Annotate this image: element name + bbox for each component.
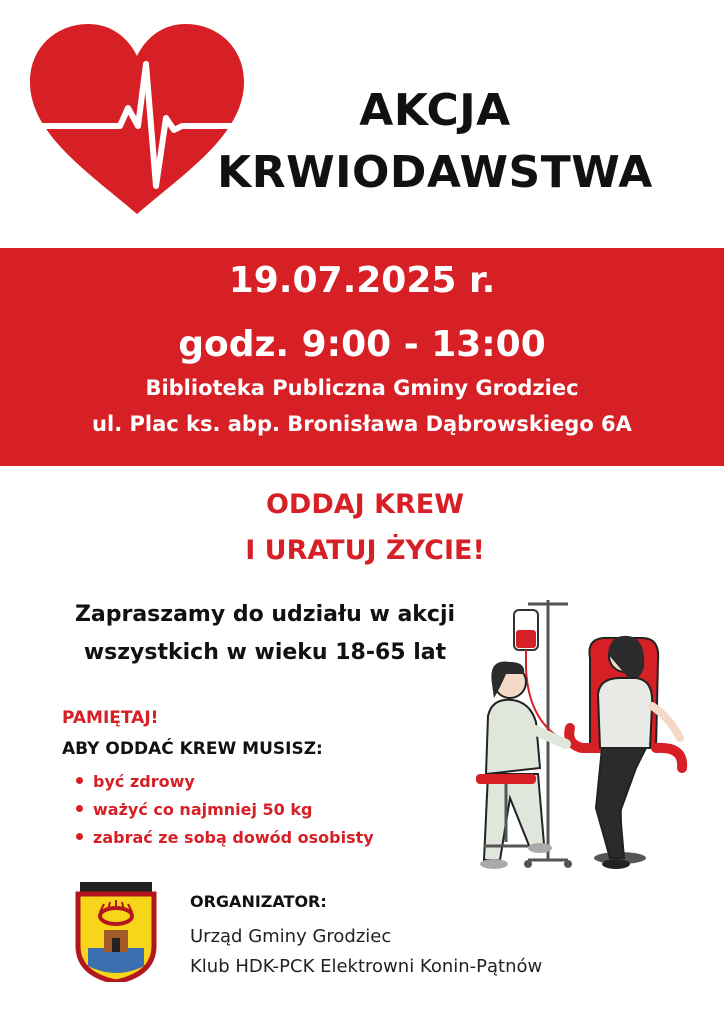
requirement-text: ważyć co najmniej 50 kg	[93, 800, 313, 819]
title-line-2: KRWIODAWSTWA	[217, 147, 653, 198]
bullet-icon	[76, 777, 83, 784]
event-details-band	[0, 248, 724, 466]
event-address: ul. Plac ks. abp. Bronisława Dąbrowskiego 6A	[92, 412, 632, 436]
event-time: godz. 9:00 - 13:00	[178, 324, 546, 365]
requirement-text: być zdrowy	[93, 772, 195, 791]
slogan-line-1: ODDAJ KREW	[265, 489, 465, 520]
event-date: 19.07.2025 r.	[228, 260, 496, 301]
slogan	[170, 482, 560, 574]
invitation-line-1: Zapraszamy do udziału w akcji	[74, 602, 456, 627]
organizer-label: ORGANIZATOR:	[190, 892, 327, 911]
invitation-text	[40, 596, 490, 672]
event-venue: Biblioteka Publiczna Gminy Grodziec	[145, 376, 579, 400]
list-item	[76, 824, 374, 852]
invitation-line-2: wszystkich w wieku 18-65 lat	[83, 640, 447, 665]
requirements-list	[76, 768, 374, 852]
list-item	[76, 768, 374, 796]
requirements-heading: ABY ODDAĆ KREW MUSISZ:	[62, 739, 323, 759]
organizer-line-2: Klub HDK-PCK Elektrowni Konin-Pątnów	[190, 956, 543, 977]
requirement-text: zabrać ze sobą dowód osobisty	[93, 828, 374, 847]
blood-donation-illustration	[470, 598, 698, 888]
title-line-1: AKCJA	[359, 85, 511, 136]
slogan-line-2: I URATUJ ŻYCIE!	[245, 535, 485, 566]
bullet-icon	[76, 805, 83, 812]
remember-label: PAMIĘTAJ!	[62, 708, 159, 728]
page-title	[200, 80, 670, 204]
list-item	[76, 796, 374, 824]
organizer-line-1: Urząd Gminy Grodziec	[190, 926, 392, 947]
bullet-icon	[76, 833, 83, 840]
coat-of-arms-icon	[74, 882, 158, 982]
